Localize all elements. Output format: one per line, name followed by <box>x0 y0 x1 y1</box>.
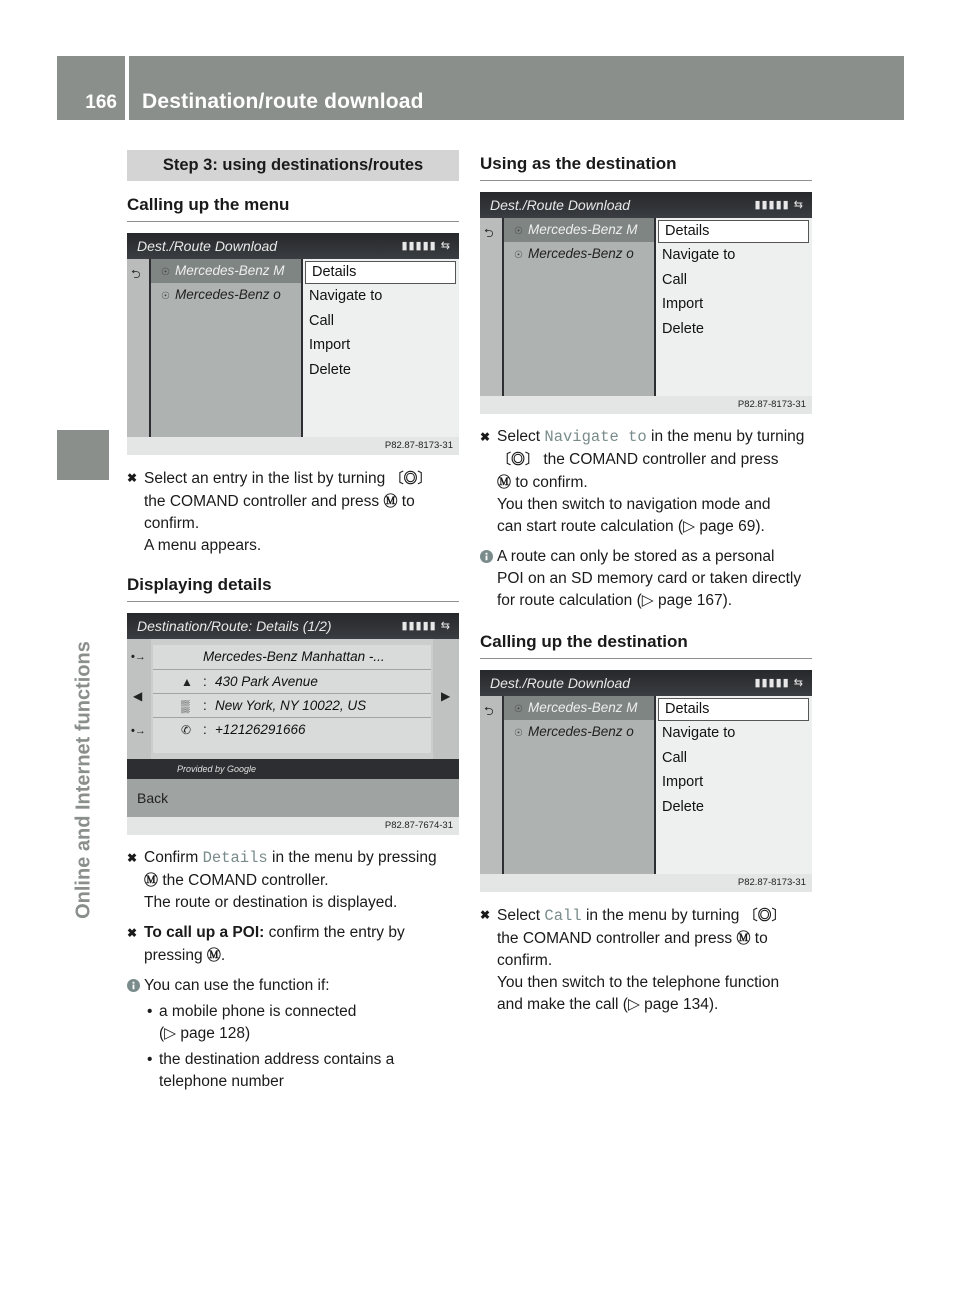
step-arrow-icon: ✖ <box>127 851 138 865</box>
phone-icon: ✆ <box>181 723 192 737</box>
page-reference[interactable]: (▷ page 128) <box>159 1025 251 1042</box>
menu-item-delete[interactable]: Delete <box>309 361 351 378</box>
route-end-icon: •→ <box>131 725 146 737</box>
back-arrow-icon: ⮌ <box>484 704 494 718</box>
screen-body <box>127 259 459 437</box>
list-item[interactable]: ☉ Mercedes-Benz M <box>151 259 301 283</box>
bullet-item: • a mobile phone is connected (▷ page 128) <box>147 1003 357 1042</box>
right-column <box>480 150 812 1016</box>
download-list <box>504 696 654 874</box>
download-list <box>151 259 301 437</box>
back-column[interactable] <box>480 696 504 874</box>
screen-body <box>480 218 812 396</box>
controller-press-icon: Ⓜ <box>497 474 511 490</box>
controller-turn-icon: 〔◎〕 <box>743 907 786 923</box>
controller-press-icon: Ⓜ <box>206 947 221 963</box>
screen-title: Dest./Route Download <box>480 192 812 218</box>
info-note: A route can only be stored as a personal POI on an SD memory card or taken directly for route calculation (▷ page 167). <box>480 546 812 612</box>
next-arrow-icon[interactable]: ▶ <box>441 689 451 703</box>
step-instruction: ✖ Select an entry in the list by turning 〔◎〕 the COMAND controller and press Ⓜ to confirm. A menu appears. <box>127 467 459 557</box>
softkey-call: Call <box>544 907 582 925</box>
back-column[interactable] <box>127 259 151 437</box>
route-icon: ☉ <box>514 704 523 715</box>
back-column[interactable] <box>480 218 504 396</box>
menu-item-call[interactable]: Call <box>662 749 687 766</box>
menu-item-call[interactable]: Call <box>309 312 334 329</box>
menu-item-import[interactable]: Import <box>309 337 351 353</box>
list-item[interactable]: ☉ Mercedes-Benz o <box>151 283 301 307</box>
details-body <box>127 639 459 759</box>
detail-city-row: ▒ : New York, NY 10022, US <box>153 693 431 718</box>
list-item[interactable]: ☉ Mercedes-Benz o <box>504 720 654 744</box>
page-number-box <box>57 56 125 120</box>
detail-name-row: Mercedes-Benz Manhattan -... <box>203 649 385 664</box>
screen-title: Destination/Route: Details (1/2) <box>127 613 459 639</box>
bullet-item: • the destination address contains a telephone number <box>147 1051 395 1090</box>
result-text: A menu appears. <box>144 537 262 554</box>
download-list <box>504 218 654 396</box>
list-item[interactable]: ☉ Mercedes-Benz M <box>504 218 654 242</box>
header-divider <box>125 56 129 120</box>
section-heading-calling-menu: Calling up the menu <box>127 195 459 222</box>
route-icon: ☉ <box>514 226 523 237</box>
detail-street-row: ▲ : 430 Park Avenue <box>153 669 431 694</box>
section-heading-calling-destination: Calling up the destination <box>480 632 812 659</box>
signal-icon: ▮▮▮▮▮ ⇆ <box>401 240 451 252</box>
menu-item-import[interactable]: Import <box>662 296 704 312</box>
route-icon: ☉ <box>514 250 523 261</box>
side-tab-label: Online and Internet functions <box>72 641 95 919</box>
step-arrow-icon: ✖ <box>127 926 138 940</box>
left-panel <box>127 639 151 759</box>
page-number: 166 <box>85 92 117 113</box>
image-code: P82.87-7674-31 <box>127 817 459 835</box>
menu-item-call[interactable]: Call <box>662 271 687 288</box>
back-arrow-icon: ⮌ <box>131 267 141 281</box>
page-header <box>57 56 904 120</box>
controller-turn-icon: 〔◎〕 <box>389 470 432 486</box>
menu-item-details[interactable]: Details <box>658 220 809 243</box>
step-arrow-icon: ✖ <box>480 430 491 444</box>
image-code: P82.87-8173-31 <box>127 437 459 455</box>
softkey-navigate-to: Navigate to <box>544 428 647 446</box>
context-menu <box>654 696 812 874</box>
signal-icon: ▮▮▮▮▮ ⇆ <box>754 677 804 689</box>
city-icon: ▒ <box>181 699 190 713</box>
route-icon: ☉ <box>514 728 523 739</box>
menu-item-delete[interactable]: Delete <box>662 320 704 337</box>
context-menu <box>654 218 812 396</box>
details-panel <box>153 645 431 753</box>
step-instruction: ✖ Confirm Details in the menu by pressing Ⓜ the COMAND controller. The route or destination is displayed. <box>127 849 437 911</box>
route-icon: ☉ <box>161 291 170 302</box>
route-icon: ☉ <box>161 267 170 278</box>
street-icon: ▲ <box>181 675 193 689</box>
info-icon <box>127 979 140 992</box>
controller-press-icon: Ⓜ <box>736 930 751 946</box>
info-note: You can use the function if: <box>127 975 459 997</box>
step-instruction: ✖ Select Navigate to in the menu by turning 〔◎〕 the COMAND controller and press Ⓜ to confirm. You then switch to navigation mode and can start route calculation (▷ page 69). <box>480 428 805 535</box>
section-marker <box>57 430 109 480</box>
section-heading-using-destination: Using as the destination <box>480 154 812 181</box>
step-arrow-icon: ✖ <box>127 471 138 485</box>
menu-item-navigate[interactable]: Navigate to <box>662 725 736 741</box>
route-start-icon: •→ <box>131 651 146 663</box>
step-instruction: ✖ Select Call in the menu by turning 〔◎〕 the COMAND controller and press Ⓜ to confirm. You then switch to the telephone function and make the call (▷ page 134). <box>480 904 812 1016</box>
result-text: The route or destination is displayed. <box>144 894 398 911</box>
left-column <box>127 150 459 1093</box>
controller-turn-icon: 〔◎〕 <box>497 451 539 467</box>
menu-item-details[interactable]: Details <box>658 698 809 721</box>
image-code: P82.87-8173-31 <box>480 396 812 414</box>
right-panel <box>433 639 459 759</box>
controller-press-icon: Ⓜ <box>144 872 158 888</box>
controller-press-icon: Ⓜ <box>383 493 398 509</box>
signal-icon: ▮▮▮▮▮ ⇆ <box>754 199 804 211</box>
image-code: P82.87-8173-31 <box>480 874 812 892</box>
list-item[interactable]: ☉ Mercedes-Benz o <box>504 242 654 266</box>
back-arrow-icon: ⮌ <box>484 226 494 240</box>
previous-arrow-icon[interactable]: ◀ <box>133 689 143 703</box>
provider-credit: Provided by Google <box>127 759 459 779</box>
menu-item-import[interactable]: Import <box>662 774 704 790</box>
screenshot-details <box>127 613 459 835</box>
softkey-details: Details <box>202 849 268 867</box>
step-heading: Step 3: using destinations/routes <box>127 150 459 181</box>
screen-title: Dest./Route Download <box>127 233 459 259</box>
screen-title: Dest./Route Download <box>480 670 812 696</box>
screen-body <box>480 696 812 874</box>
menu-item-delete[interactable]: Delete <box>662 798 704 815</box>
step-arrow-icon: ✖ <box>480 908 491 922</box>
page-title: Destination/route download <box>142 90 424 113</box>
step-instruction-poi: ✖ To call up a POI: confirm the entry by pressing Ⓜ. <box>127 924 405 964</box>
screenshot-call <box>480 670 812 892</box>
info-icon <box>480 550 493 563</box>
signal-icon: ▮▮▮▮▮ ⇆ <box>401 620 451 632</box>
menu-item-details[interactable]: Details <box>305 261 456 284</box>
list-item[interactable]: ☉ Mercedes-Benz M <box>504 696 654 720</box>
menu-item-navigate[interactable]: Navigate to <box>309 288 383 304</box>
context-menu <box>301 259 459 437</box>
menu-item-navigate[interactable]: Navigate to <box>662 247 736 263</box>
detail-phone-row[interactable]: ✆ : +12126291666 <box>153 717 431 742</box>
screenshot-navigate <box>480 192 812 414</box>
back-button[interactable]: Back <box>127 779 459 817</box>
screenshot-menu <box>127 233 459 455</box>
section-heading-displaying-details: Displaying details <box>127 575 459 602</box>
